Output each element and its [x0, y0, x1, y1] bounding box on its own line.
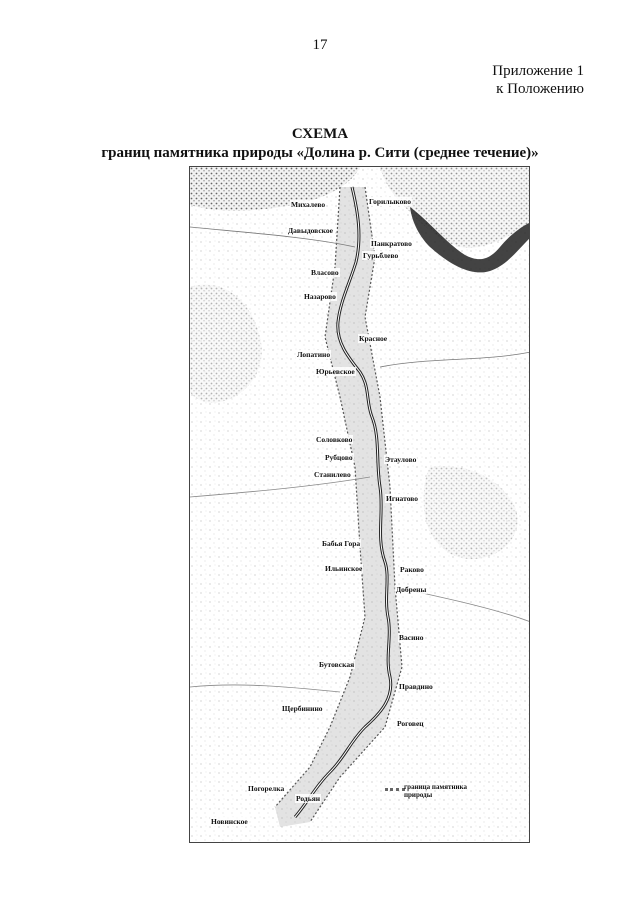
place-label: Щербинино [282, 704, 323, 713]
document-title [0, 125, 640, 163]
place-label: Раково [400, 565, 424, 574]
legend-boundary-line [385, 788, 405, 791]
place-label: Бабья Гора [322, 539, 361, 548]
place-label: Юрьевское [316, 367, 355, 376]
place-label: Бутовская [319, 660, 355, 669]
place-label: Давыдовское [288, 226, 333, 235]
appendix-line-1: Приложение 1 [492, 63, 584, 79]
title-line-2: границ памятника природы «Долина р. Сити (среднее течение)» [101, 145, 539, 161]
place-label: Власово [311, 268, 339, 277]
place-label: Соловково [316, 435, 353, 444]
place-label: Назарово [304, 292, 336, 301]
legend [404, 783, 467, 799]
place-label: Васино [399, 633, 424, 642]
page-number: 17 [312, 37, 328, 53]
place-label: Родьян [296, 794, 321, 803]
place-label: Станилево [314, 470, 351, 479]
legend-label-line-1: граница памятника [404, 783, 467, 791]
place-label: Погорелка [248, 784, 285, 793]
appendix-line-2: к Положению [496, 81, 584, 97]
place-label: Этаулово [385, 455, 417, 464]
place-label: Игнатово [386, 494, 419, 503]
place-label: Роговец [397, 719, 424, 728]
place-label: Новинское [211, 817, 248, 826]
place-label: Горилыково [369, 197, 411, 206]
place-label: Гурьблево [363, 251, 399, 260]
title-line-1: СХЕМА [291, 126, 349, 142]
legend-label-line-2: природы [404, 791, 433, 799]
place-label: Михалево [291, 200, 326, 209]
place-label: Добрены [396, 585, 427, 594]
place-label: Рубцово [325, 453, 353, 462]
appendix-note [492, 62, 584, 98]
place-label: Ильинское [325, 564, 363, 573]
map-drawing [190, 167, 530, 843]
place-label: Панкратово [371, 239, 412, 248]
place-label: Красное [359, 334, 388, 343]
place-label: Лопатино [297, 350, 331, 359]
place-label: Правдино [399, 682, 433, 691]
map-figure [189, 166, 530, 843]
